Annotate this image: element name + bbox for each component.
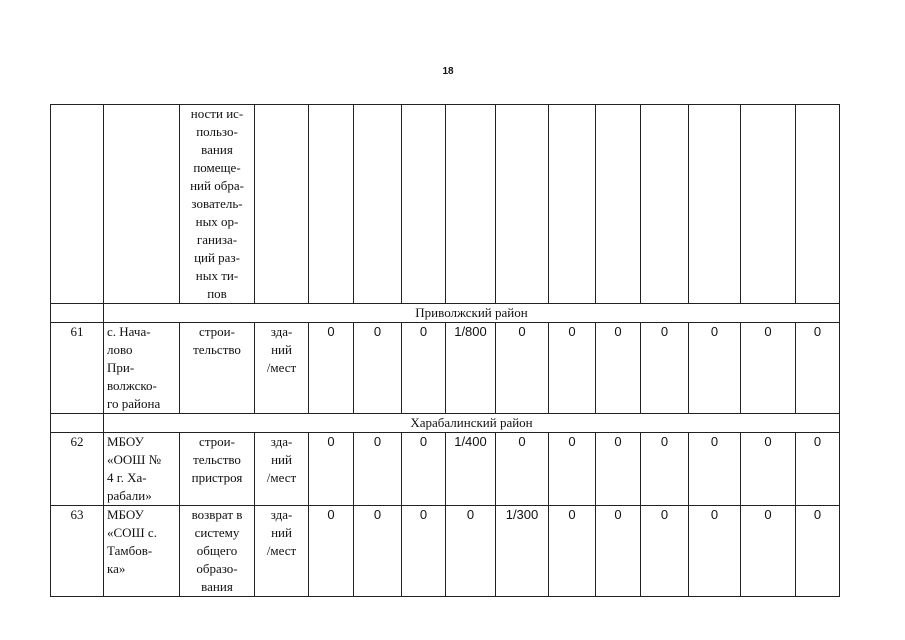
cell-value (549, 105, 596, 304)
cell-value (309, 105, 354, 304)
cell-value (354, 105, 402, 304)
table-row (51, 323, 840, 414)
row-value: 1/800 (446, 323, 496, 414)
row-value: 0 (796, 506, 840, 597)
row-value: 0 (689, 323, 741, 414)
row-value: 0 (354, 323, 402, 414)
cell-num (51, 105, 104, 304)
cell-unit (255, 105, 309, 304)
row-value: 0 (309, 433, 354, 506)
row-object: МБОУ «ООШ № 4 г. Ха- рабали» (104, 433, 180, 506)
row-value: 0 (309, 506, 354, 597)
row-value: 0 (496, 323, 549, 414)
row-value: 0 (596, 433, 641, 506)
row-value: 0 (689, 506, 741, 597)
region-row (51, 304, 840, 323)
row-work: строи- тельство (180, 323, 255, 414)
row-unit: зда- ний /мест (255, 323, 309, 414)
region-name: Харабалинский район (104, 414, 840, 433)
cell-value (496, 105, 549, 304)
cell-value (741, 105, 796, 304)
row-value: 0 (796, 323, 840, 414)
cell-value (596, 105, 641, 304)
table-row (51, 433, 840, 506)
row-value: 0 (354, 506, 402, 597)
row-value: 0 (354, 433, 402, 506)
table-row (51, 506, 840, 597)
row-value: 1/300 (496, 506, 549, 597)
row-object: МБОУ «СОШ с. Тамбов- ка» (104, 506, 180, 597)
row-value: 0 (641, 506, 689, 597)
region-row (51, 414, 840, 433)
region-name: Приволжский район (104, 304, 840, 323)
row-value: 0 (402, 323, 446, 414)
row-work: возврат в систему общего образо- вания (180, 506, 255, 597)
row-value: 0 (496, 433, 549, 506)
cell-purpose-continued: ности ис- пользо- вания помеще- ний обра- зователь- ных ор- ганиза- ций раз- ных ти- пов (180, 105, 255, 304)
row-object: с. Нача- лово При- волжско- го района (104, 323, 180, 414)
cell-value (641, 105, 689, 304)
table-row-continuation (51, 105, 840, 304)
row-work: строи- тельство пристроя (180, 433, 255, 506)
row-value: 0 (596, 323, 641, 414)
cell-num (51, 414, 104, 433)
row-number: 61 (51, 323, 104, 414)
row-value: 0 (689, 433, 741, 506)
row-value: 0 (596, 506, 641, 597)
row-value: 0 (741, 506, 796, 597)
row-value: 0 (309, 323, 354, 414)
row-value: 0 (402, 506, 446, 597)
row-unit: зда- ний /мест (255, 433, 309, 506)
row-number: 62 (51, 433, 104, 506)
cell-value (796, 105, 840, 304)
row-value: 0 (741, 433, 796, 506)
row-value: 0 (641, 433, 689, 506)
row-unit: зда- ний /мест (255, 506, 309, 597)
row-value: 1/400 (446, 433, 496, 506)
row-value: 0 (741, 323, 796, 414)
row-value: 0 (446, 506, 496, 597)
row-number: 63 (51, 506, 104, 597)
row-value: 0 (641, 323, 689, 414)
cell-num (51, 304, 104, 323)
row-value: 0 (549, 433, 596, 506)
cell-value (446, 105, 496, 304)
investment-table (50, 104, 840, 597)
row-value: 0 (549, 323, 596, 414)
cell-value (402, 105, 446, 304)
cell-value (689, 105, 741, 304)
cell-object (104, 105, 180, 304)
row-value: 0 (402, 433, 446, 506)
row-value: 0 (796, 433, 840, 506)
row-value: 0 (549, 506, 596, 597)
page-number: 18 (442, 66, 454, 77)
